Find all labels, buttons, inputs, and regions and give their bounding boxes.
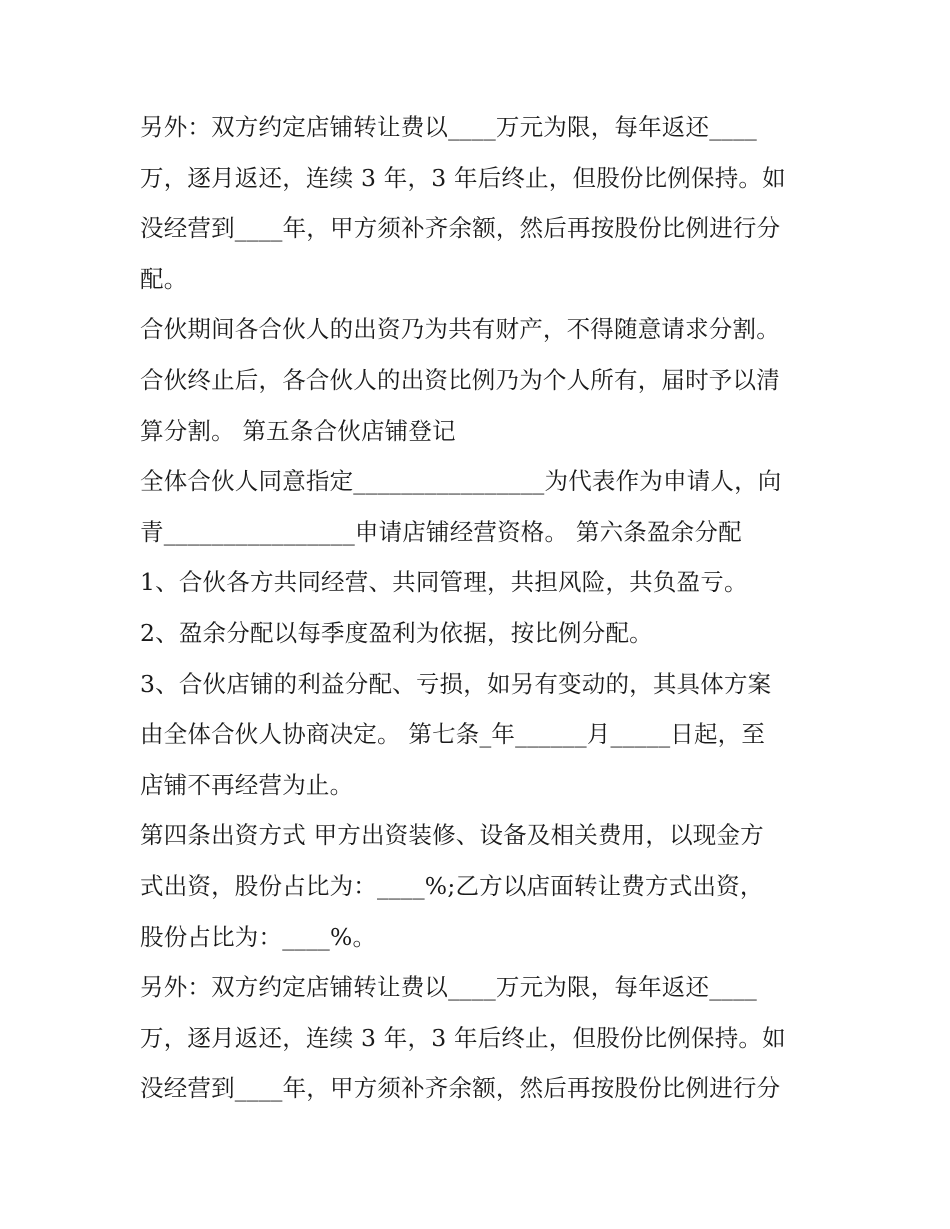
document-body — [140, 102, 820, 1114]
text-line: 配。 — [140, 264, 188, 293]
text-line: 由全体合伙人协商决定。 第七条_年______月_____日起，至 — [140, 720, 766, 749]
text-line: 第四条出资方式 甲方出资装修、设备及相关费用，以现金方 — [140, 821, 764, 850]
text-line: 没经营到____年，甲方须补齐余额，然后再按股份比例进行分 — [140, 214, 781, 243]
text-line: 另外：双方约定店铺转让费以____万元为限，每年返还____ — [140, 113, 757, 141]
text-line: 2、盈余分配以每季度盈利为依据，按比例分配。 — [140, 618, 653, 647]
text-line: 另外：双方约定店铺转让费以____万元为限，每年返还____ — [140, 973, 757, 1002]
text-line: 合伙期间各合伙人的出资乃为共有财产，不得随意请求分割。 — [140, 315, 780, 344]
text-line: 1、合伙各方共同经营、共同管理，共担风险，共负盈亏。 — [140, 568, 748, 597]
text-line: 青________________申请店铺经营资格。 第六条盈余分配 — [140, 517, 742, 546]
text-line: 合伙终止后，各合伙人的出资比例乃为个人所有，届时予以清 — [140, 365, 780, 394]
text-line: 万，逐月返还，连续 3 年，3 年后终止，但股份比例保持。如 — [140, 163, 786, 192]
text-line: 式出资，股份占比为：____%;乙方以店面转让费方式出资， — [140, 871, 764, 900]
text-line: 万，逐月返还，连续 3 年，3 年后终止，但股份比例保持。如 — [140, 1023, 786, 1052]
text-line: 3、合伙店铺的利益分配、亏损，如另有变动的，其具体方案 — [140, 669, 772, 698]
text-line: 股份占比为：____%。 — [140, 922, 377, 951]
text-line: 店铺不再经营为止。 — [140, 770, 354, 799]
text-line: 没经营到____年，甲方须补齐余额，然后再按股份比例进行分 — [140, 1074, 781, 1103]
text-line: 算分割。 第五条合伙店铺登记 — [140, 416, 456, 445]
text-line: 全体合伙人同意指定________________为代表作为申请人，向 — [140, 467, 782, 496]
